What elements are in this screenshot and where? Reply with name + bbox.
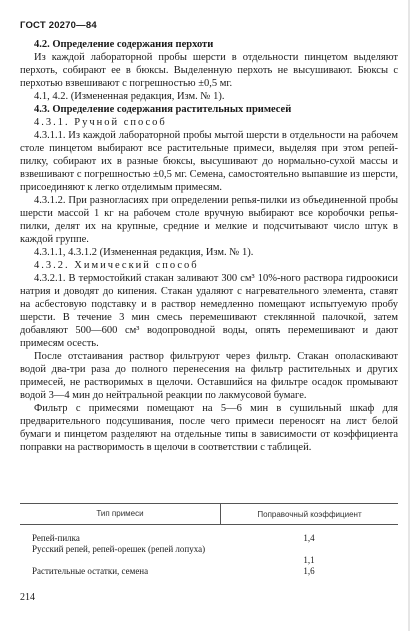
table-cell-name: Репей-пилка — [32, 533, 80, 543]
paragraph: 4.3.2.1. В термостойкий стакан заливают 300 см³ 10%-ного раствора гидроокиси натрия и доводят до кипения. Стакан удаляют с нагревательного элемента, ставят на асбестовую подставку и в раствор немедленно помещают испытуемую пробу шерсти. В течение 3 мин смесь перемешивают стеклянной палочкой, затем добавляют 500—600 см³ водопроводной воды, опять перемешивают и дают примесям осесть. — [20, 273, 398, 349]
subsection-heading: 4.3.2. Химический способ — [34, 260, 199, 271]
table-row — [20, 533, 398, 544]
section-4-3-heading: 4.3. Определение содержания растительных примесей — [34, 104, 292, 115]
table-cell-value: 1,6 — [303, 566, 315, 576]
section-4-2-heading: 4.2. Определение содержания перхоти — [34, 39, 214, 50]
scrollbar-track — [408, 0, 410, 631]
table-cell-value: 1,1 — [303, 555, 315, 565]
standard-header: ГОСТ 20270—84 — [20, 20, 97, 31]
paragraph: 4.3.1.2. При разногласиях при определении репья-пилки из объединенной пробы шерсти массой 1 кг на рабочем столе вручную выбирают все коробочки репья-пилки, делят их на крупные, средние и мелкие и подсчитывают число штук в каждой группе. — [20, 195, 398, 245]
column-header-coefficient: Поправочный коэффициент — [257, 509, 362, 519]
subsection-heading: 4.3.1. Ручной способ — [34, 117, 167, 128]
amendment-note: 4.3.1.1, 4.3.1.2 (Измененная редакция, Изм. № 1). — [34, 247, 254, 258]
column-header-impurity-type: Тип примеси — [20, 504, 221, 524]
table-cell-name: Растительные остатки, семена — [32, 566, 149, 576]
table-row — [20, 544, 398, 566]
table-header — [20, 503, 398, 525]
paragraph: Фильтр с примесями помещают на 5—6 мин в сушильный шкаф для предварительного подсушивания, после чего примеси переносят на лист белой бумаги и пинцетом разделяют на отдельные типы в зависимости от коэффициента поправки на растворимость в щелочи в соответствии с таблицей. — [20, 403, 398, 453]
paragraph: Из каждой лабораторной пробы шерсти в отдельности пинцетом выделяют перхоть, собирают ее в бюксы. Выделенную перхоть не высушивают. Бюксы с перхотью взвешивают с погрешностью ±0,5 мг. — [20, 52, 398, 89]
table-cell-value: 1,4 — [303, 533, 315, 543]
body-text — [20, 38, 398, 454]
correction-coefficients-table — [20, 503, 398, 577]
table-cell-name: Русский репей, репей-орешек (репей лопуха) — [32, 544, 206, 554]
page-number: 214 — [20, 592, 35, 603]
table-row — [20, 566, 398, 577]
paragraph: После отстаивания раствор фильтруют через фильтр. Стакан ополаскивают водой два-три раза до полного перенесения на фильтр растительных и других примесей, не растворимых в щелочи. Оставшийся на фильтре осадок промывают водой 3—4 мин до нейтральной реакции по лакмусовой бумаге. — [20, 351, 398, 401]
amendment-note: 4.1, 4.2. (Измененная редакция, Изм. № 1). — [34, 91, 225, 102]
paragraph: 4.3.1.1. Из каждой лабораторной пробы мытой шерсти в отдельности на рабочем столе пинцетом выбирают все растительные примеси, выделяя при этом репей-пилку, собирают их в разные бюксы, высушивают до нормально-сухой массы и взвешивают с погрешностью ±0,5 мг. Семена, самостоятельно выпавшие из шерсти, присоединяют к легко отделимым примесям. — [20, 130, 398, 193]
